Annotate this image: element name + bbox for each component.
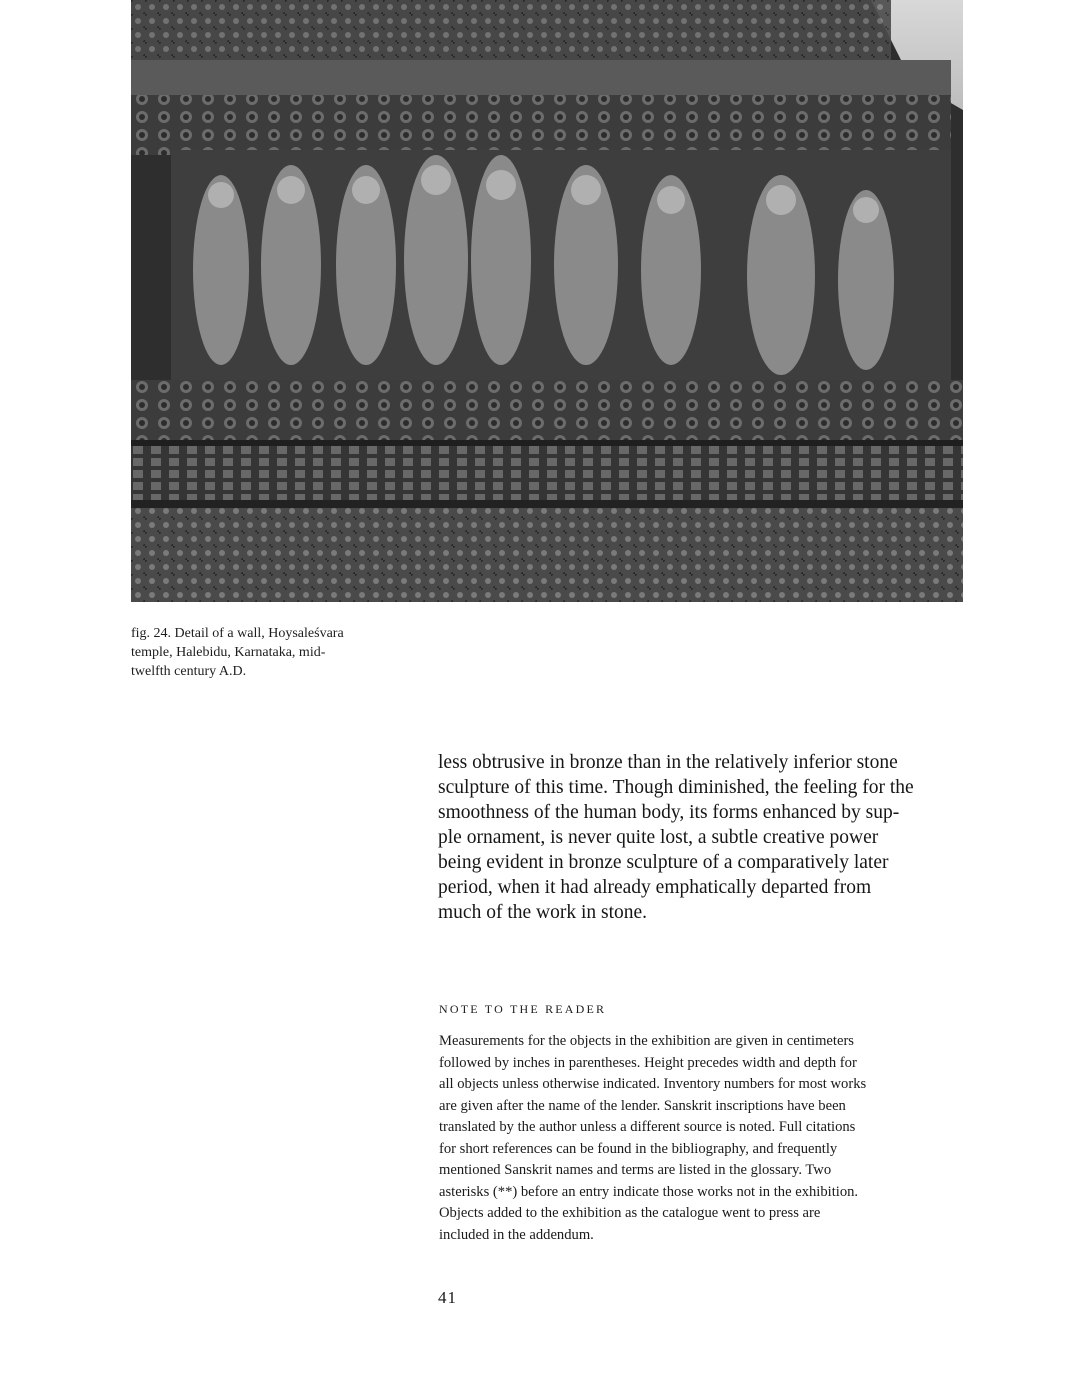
note-line: all objects unless otherwise indicated. Inventory numbers for most works — [439, 1076, 867, 1092]
note-heading: NOTE TO THE READER — [439, 1002, 607, 1016]
caption-line: temple, Halebidu, Karnataka, mid- — [131, 645, 326, 660]
body-line: less obtrusive in bronze than in the relatively inferior stone — [438, 752, 898, 773]
note-line: translated by the author unless a different source is noted. Full citations — [439, 1119, 856, 1135]
body-line: period, when it had already emphatically departed from — [438, 877, 872, 898]
note-line: Objects added to the exhibition as the catalogue went to press are — [439, 1205, 821, 1221]
note-line: included in the addendum. — [439, 1226, 594, 1243]
note-line: mentioned Sanskrit names and terms are listed in the glossary. Two — [439, 1162, 832, 1178]
body-line: sculpture of this time. Though diminished, the feeling for the — [438, 777, 914, 798]
page-number: 41 — [438, 1288, 457, 1307]
note-line: are given after the name of the lender. Sanskrit inscriptions have been — [439, 1097, 846, 1114]
note-line: for short references can be found in the bibliography, and frequently — [439, 1140, 838, 1157]
caption-line: twelfth century A.D. — [131, 664, 247, 679]
body-line: smoothness of the human body, its forms enhanced by sup- — [438, 802, 900, 823]
temple-wall-photograph — [131, 0, 963, 602]
note-line: asterisks (**) before an entry indicate those works not in the exhibition. — [439, 1183, 859, 1200]
body-paragraph — [438, 750, 968, 925]
body-line: ple ornament, is never quite lost, a subtle creative power — [438, 827, 879, 848]
figure-caption — [131, 624, 401, 681]
body-line: being evident in bronze sculpture of a comparatively later — [438, 852, 889, 873]
note-line: followed by inches in parentheses. Height precedes width and depth for — [439, 1054, 857, 1071]
note-line: Measurements for the objects in the exhibition are given in centimeters — [439, 1033, 854, 1049]
note-paragraph — [439, 1031, 959, 1246]
caption-line: fig. 24. Detail of a wall, Hoysaleśvara — [131, 626, 344, 641]
body-line: much of the work in stone. — [438, 902, 648, 923]
